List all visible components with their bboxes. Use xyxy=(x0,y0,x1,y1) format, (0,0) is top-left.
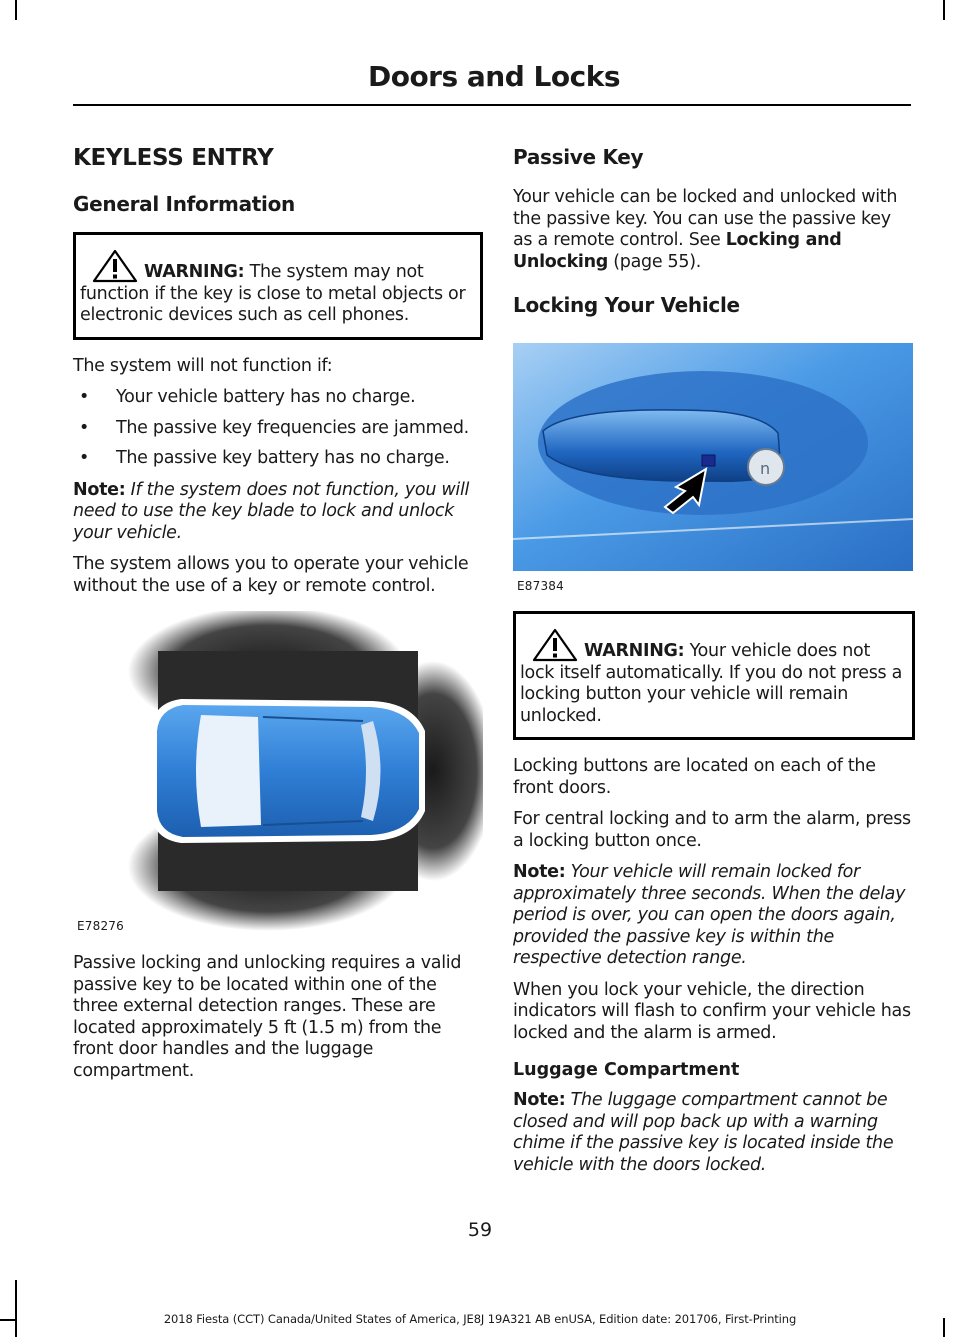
warning-text: Your vehicle does not lock itself automatically. If you do not press a locking button your vehicle will remain unlocked. xyxy=(520,641,903,726)
section-heading-keyless-entry: KEYLESS ENTRY xyxy=(73,145,274,171)
car-detection-range-illustration xyxy=(73,611,483,931)
footer-edition-info: 2018 Fiesta (CCT) Canada/United States of America, JE8J 19A321 AB enUSA, Edition date: 201706, First-Printing xyxy=(163,1312,797,1326)
failure-conditions-list xyxy=(73,387,483,470)
warning-text: The system may not function if the key is close to metal objects or electronic devices such as cell phones. xyxy=(80,262,466,325)
left-column xyxy=(73,145,483,1092)
page-number: 59 xyxy=(467,1219,493,1241)
subheading-general-information: General Information xyxy=(73,192,295,216)
crop-mark-bottom-left xyxy=(15,1280,17,1337)
note-text: Your vehicle will remain locked for approximately three seconds. When the delay period is over, you can open the doors again, provided the passive key is within the respective detection range. xyxy=(513,862,906,968)
warning-triangle-icon xyxy=(532,628,578,662)
paragraph-direction-indicators: When you lock your vehicle, the direction indicators will flash to confirm your vehicle has locked and the alarm is armed. xyxy=(513,979,911,1043)
paragraph-system-allows: The system allows you to operate your vehicle without the use of a key or remote control. xyxy=(73,554,469,596)
paragraph-central-locking: For central locking and to arm the alarm, press a locking button once. xyxy=(513,809,911,851)
note-label: Note: xyxy=(513,1090,566,1110)
figure-code: E87384 xyxy=(517,579,564,593)
warning-label: WARNING: xyxy=(144,262,245,282)
paragraph-passive-key xyxy=(513,187,915,273)
svg-text:n: n xyxy=(760,459,771,478)
locking-button xyxy=(702,455,715,466)
figure-door-handle xyxy=(513,343,915,591)
figure-detection-ranges xyxy=(73,611,483,931)
note-text: If the system does not function, you will need to use the key blade to lock and unlock your vehicle. xyxy=(73,479,470,543)
right-column xyxy=(513,145,915,1186)
heading-luggage-compartment: Luggage Compartment xyxy=(513,1060,740,1080)
page-reference: (page 55). xyxy=(608,251,702,272)
list-item: • The passive key frequencies are jammed. xyxy=(73,418,483,440)
crop-mark-top-right xyxy=(943,0,945,20)
paragraph-locking-buttons: Locking buttons are located on each of the front doors. xyxy=(513,756,876,798)
list-item: • The passive key battery has no charge. xyxy=(73,448,483,470)
note-label: Note: xyxy=(73,479,126,500)
note-key-blade xyxy=(73,480,483,545)
warning-triangle-icon xyxy=(92,249,138,283)
warning-box-auto-lock xyxy=(513,611,915,740)
crop-mark-top-left xyxy=(15,0,17,20)
figure-code: E78276 xyxy=(77,919,124,933)
passive-key-text: Your vehicle can be locked and unlocked with the passive key. You can use the passive key as a remote control. See xyxy=(513,187,898,250)
note-locked-delay xyxy=(513,862,915,970)
warning-box-metal-objects xyxy=(73,232,483,340)
subheading-locking-your-vehicle: Locking Your Vehicle xyxy=(513,293,740,317)
note-text: The luggage compartment cannot be closed and will pop back up with a warning chime if the passive key is located inside the vehicle with the doors locked. xyxy=(513,1090,894,1175)
car-windshield xyxy=(196,715,261,827)
note-label: Note: xyxy=(513,862,566,882)
header-rule xyxy=(73,104,911,106)
intro-paragraph: The system will not function if: xyxy=(73,355,333,376)
paragraph-passive-ranges: Passive locking and unlocking requires a valid passive key to be located within one of the three external detection ranges. These are located approximately 5 ft (1.5 m) from the front door handles and the luggage compartment. xyxy=(73,953,462,1081)
heading-passive-key: Passive Key xyxy=(513,145,644,169)
page-header-title: Doors and Locks xyxy=(367,60,620,93)
cross-reference-link[interactable]: Locking and Unlocking xyxy=(513,230,842,272)
door-handle-illustration xyxy=(513,343,913,571)
note-luggage-compartment xyxy=(513,1090,915,1176)
list-item: • Your vehicle battery has no charge. xyxy=(73,387,483,409)
warning-label: WARNING: xyxy=(584,641,685,661)
